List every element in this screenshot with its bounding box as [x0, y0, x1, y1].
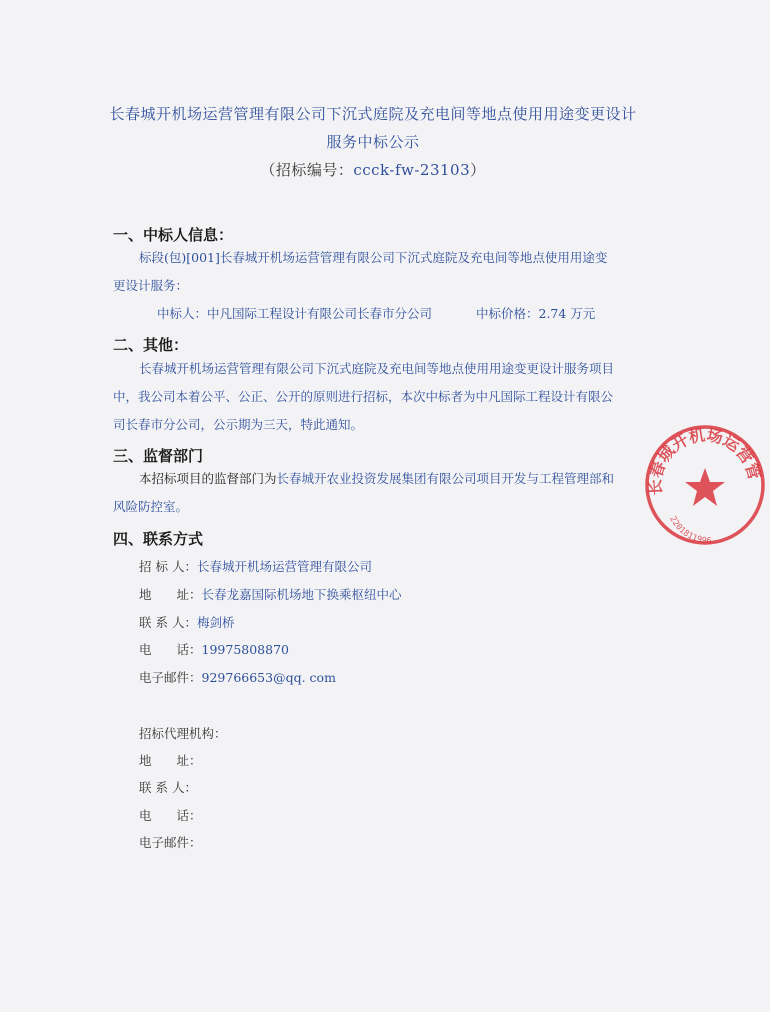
section1-lot-line1: 标段(包)[001]长春城开机场运营管理有限公司下沉式庭院及充电间等地点使用用途变 — [139, 250, 608, 265]
contact-value: 长春城开机场运营管理有限公司 — [196, 559, 372, 574]
agency-row — [139, 806, 202, 824]
agency-row — [139, 778, 197, 796]
code-value: ccck-fw-23103 — [353, 161, 471, 179]
contact-row — [139, 640, 289, 658]
agency-row — [139, 833, 202, 851]
section2-line3: 司长春市分公司，公示期为三天，特此通知。 — [113, 417, 364, 432]
section1-lot-line2: 更设计服务： — [113, 278, 189, 293]
section3-line1 — [139, 465, 614, 493]
section1-winner: 中标人：中凡国际工程设计有限公司长春市分公司 — [157, 306, 433, 321]
code-prefix: （招标编号： — [260, 161, 354, 179]
section4-heading: 四、联系方式 — [113, 530, 204, 548]
section1-price: 中标价格：2.74 万元 — [476, 306, 596, 321]
doc-code-line — [60, 159, 686, 180]
contact-value: 梅剑桥 — [196, 615, 235, 630]
section3-prefix: 本招标项目的监督部门为 — [139, 471, 277, 486]
contact-row — [139, 668, 336, 686]
contact-label: 地 址： — [139, 587, 202, 602]
contact-row — [139, 613, 234, 631]
contact-value: 19975808870 — [201, 642, 289, 657]
agency-label: 地 址： — [139, 753, 202, 768]
svg-text:2201811996 — [667, 515, 711, 547]
section3-line2: 风险防控室。 — [113, 499, 189, 514]
contact-value: 长春龙嘉国际机场地下换乘枢纽中心 — [201, 587, 402, 602]
section1-heading: 一、中标人信息： — [113, 226, 234, 244]
section3-heading: 三、监督部门 — [113, 447, 204, 465]
agency-label: 电 话： — [139, 808, 202, 823]
agency-heading: 招标代理机构： — [139, 726, 227, 741]
contact-label: 电 话： — [139, 642, 202, 657]
agency-label: 联 系 人： — [139, 780, 197, 795]
code-suffix: ） — [470, 161, 486, 179]
contact-label: 联 系 人： — [139, 615, 197, 630]
section2-heading: 二、其他： — [113, 336, 189, 354]
contact-row — [139, 557, 372, 575]
agency-label: 电子邮件： — [139, 835, 202, 850]
section2-line1: 长春城开机场运营管理有限公司下沉式庭院及充电间等地点使用用途变更设计服务项目 — [139, 361, 615, 376]
contact-value: 929766653@qq. com — [201, 670, 336, 685]
doc-title-line2: 服务中标公示 — [326, 133, 420, 151]
seal-text: 长春城开机场运营管 — [645, 425, 765, 496]
section2-line2: 中，我公司本着公平、公正、公开的原则进行招标，本次中标者为中凡国际工程设计有限公 — [113, 389, 614, 404]
agency-row — [139, 751, 202, 769]
company-seal-icon — [640, 420, 770, 550]
contact-row — [139, 585, 402, 603]
contact-label: 招 标 人： — [139, 559, 197, 574]
contact-label: 电子邮件： — [139, 670, 202, 685]
section3-dept: 长春城开农业投资发展集团有限公司项目开发与工程管理部和 — [276, 471, 615, 486]
doc-title-line1: 长春城开机场运营管理有限公司下沉式庭院及充电间等地点使用用途变更设计 — [109, 105, 637, 123]
seal-number: 2201811996 — [667, 514, 712, 547]
